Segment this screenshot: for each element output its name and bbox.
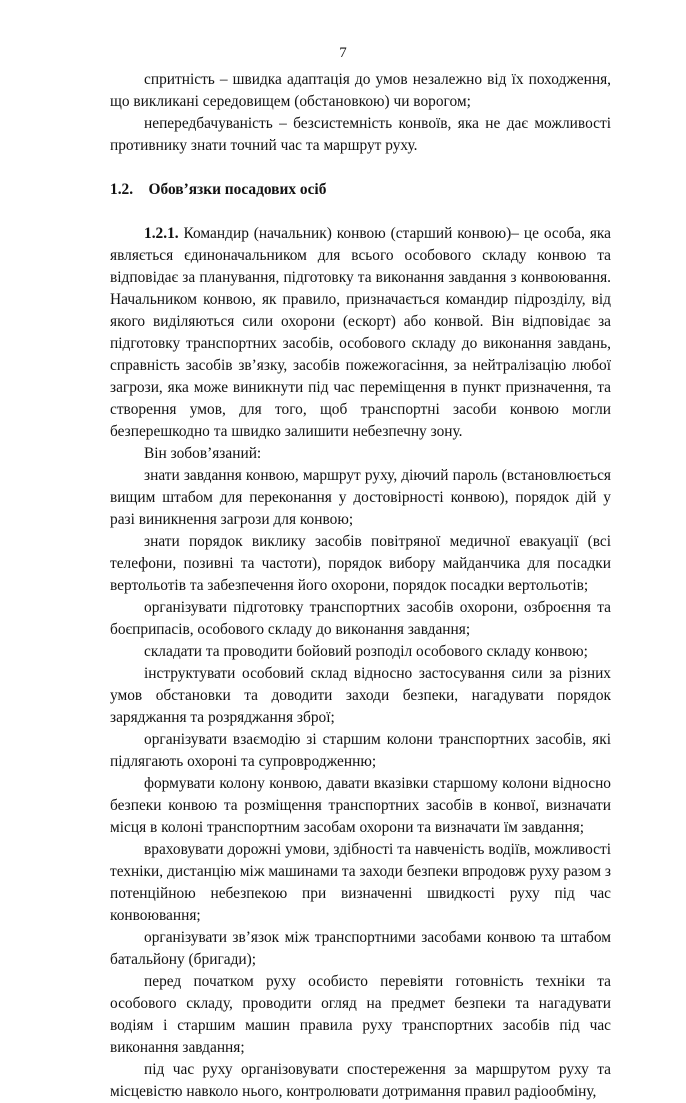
section-heading: [110, 179, 611, 201]
duty-item: перед початком руху особисто перевіяти готовність техніки та особового складу, проводити огляд на предмет безпеки та нагадувати водіям і старшим машин правила руху транспортних засобів під час виконання завдання;: [110, 973, 611, 1056]
duty-item: організувати підготовку транспортних засобів охорони, озброєння та боєприпасів, особового складу до виконання завдання;: [110, 599, 611, 638]
page-number: 7: [339, 45, 347, 61]
duties-intro: Він зобов’язаний:: [144, 445, 262, 462]
section-title: Обов’язки посадових осіб: [148, 181, 327, 198]
subsection-paragraph: [110, 223, 611, 443]
duty-item: знати завдання конвою, маршрут руху, діючий пароль (встановлюється вищим штабом для переконання у достовірності конвою), порядок дій у разі виникнення загрози для конвою;: [110, 467, 611, 528]
intro-paragraph: спритність – швидка адаптація до умов незалежно від їх походження, що викликані середовищем (обстановкою) чи ворогом;: [110, 71, 611, 110]
subsection-text: Командир (начальник) конвою (старший конвою)– це особа, яка являється єдиноначальником для всього особового складу конвою та відповідає за планування, підготовку та виконання завдання з конвоювання. Начальником конвою, як правило, призначається командир підрозділу, від якого виділяються сили охорони (ескорт) або конвой. Він відповідає за підготовку транспортних засобів, особового складу до виконання завдань, справність засобів зв’язку, засобів пожежогасіння, за нейтралізацію любої загрози, яка може виникнути під час переміщення в пункт призначення, та створення умов, для того, щоб транспортні засоби конвою могли безперешкодно та швидко залишити небезпечну зону.: [110, 225, 611, 440]
duty-item: організувати взаємодію зі старшим колони транспортних засобів, які підлягають охороні та супровродженню;: [110, 731, 611, 770]
section-number: 1.2.: [110, 181, 134, 198]
intro-paragraph: непередбачуваність – безсистемність конвоїв, яка не дає можливості противнику знати точний час та маршрут руху.: [110, 115, 611, 154]
page-content: [110, 69, 611, 1103]
duty-item: формувати колону конвою, давати вказівки старшому колони відносно безпеки конвою та розміщення транспортних засобів в конвої, визначати місця в колоні транспортним засобам охорони та визначати їм завдання;: [110, 775, 611, 836]
duty-item: інструктувати особовий склад відносно застосування сили за різних умов обстановки та доводити заходи безпеки, нагадувати порядок заряджання та розряджання зброї;: [110, 665, 611, 726]
subsection-number: 1.2.1.: [144, 225, 179, 242]
duty-item: складати та проводити бойовий розподіл особового складу конвою;: [144, 643, 588, 660]
duty-item: знати порядок виклику засобів повітряної медичної евакуації (всі телефони, позивні та частоти), порядок вибору майданчика для посадки вертольотів та забезпечення його охорони, порядок посадки вертольотів;: [110, 533, 611, 594]
duty-item: враховувати дорожні умови, здібності та навченість водіїв, можливості техніки, дистанцію між машинами та заходи безпеки впродовж руху разом з потенційною небезпекою при визначенні швидкості руху під час конвоювання;: [110, 841, 611, 924]
duty-item: організувати зв’язок між транспортними засобами конвою та штабом батальйону (бригади);: [110, 929, 611, 968]
duty-item: під час руху організовувати спостереження за маршрутом руху та місцевістю навколо нього, контролювати дотримання правил радіообміну,: [110, 1061, 611, 1100]
